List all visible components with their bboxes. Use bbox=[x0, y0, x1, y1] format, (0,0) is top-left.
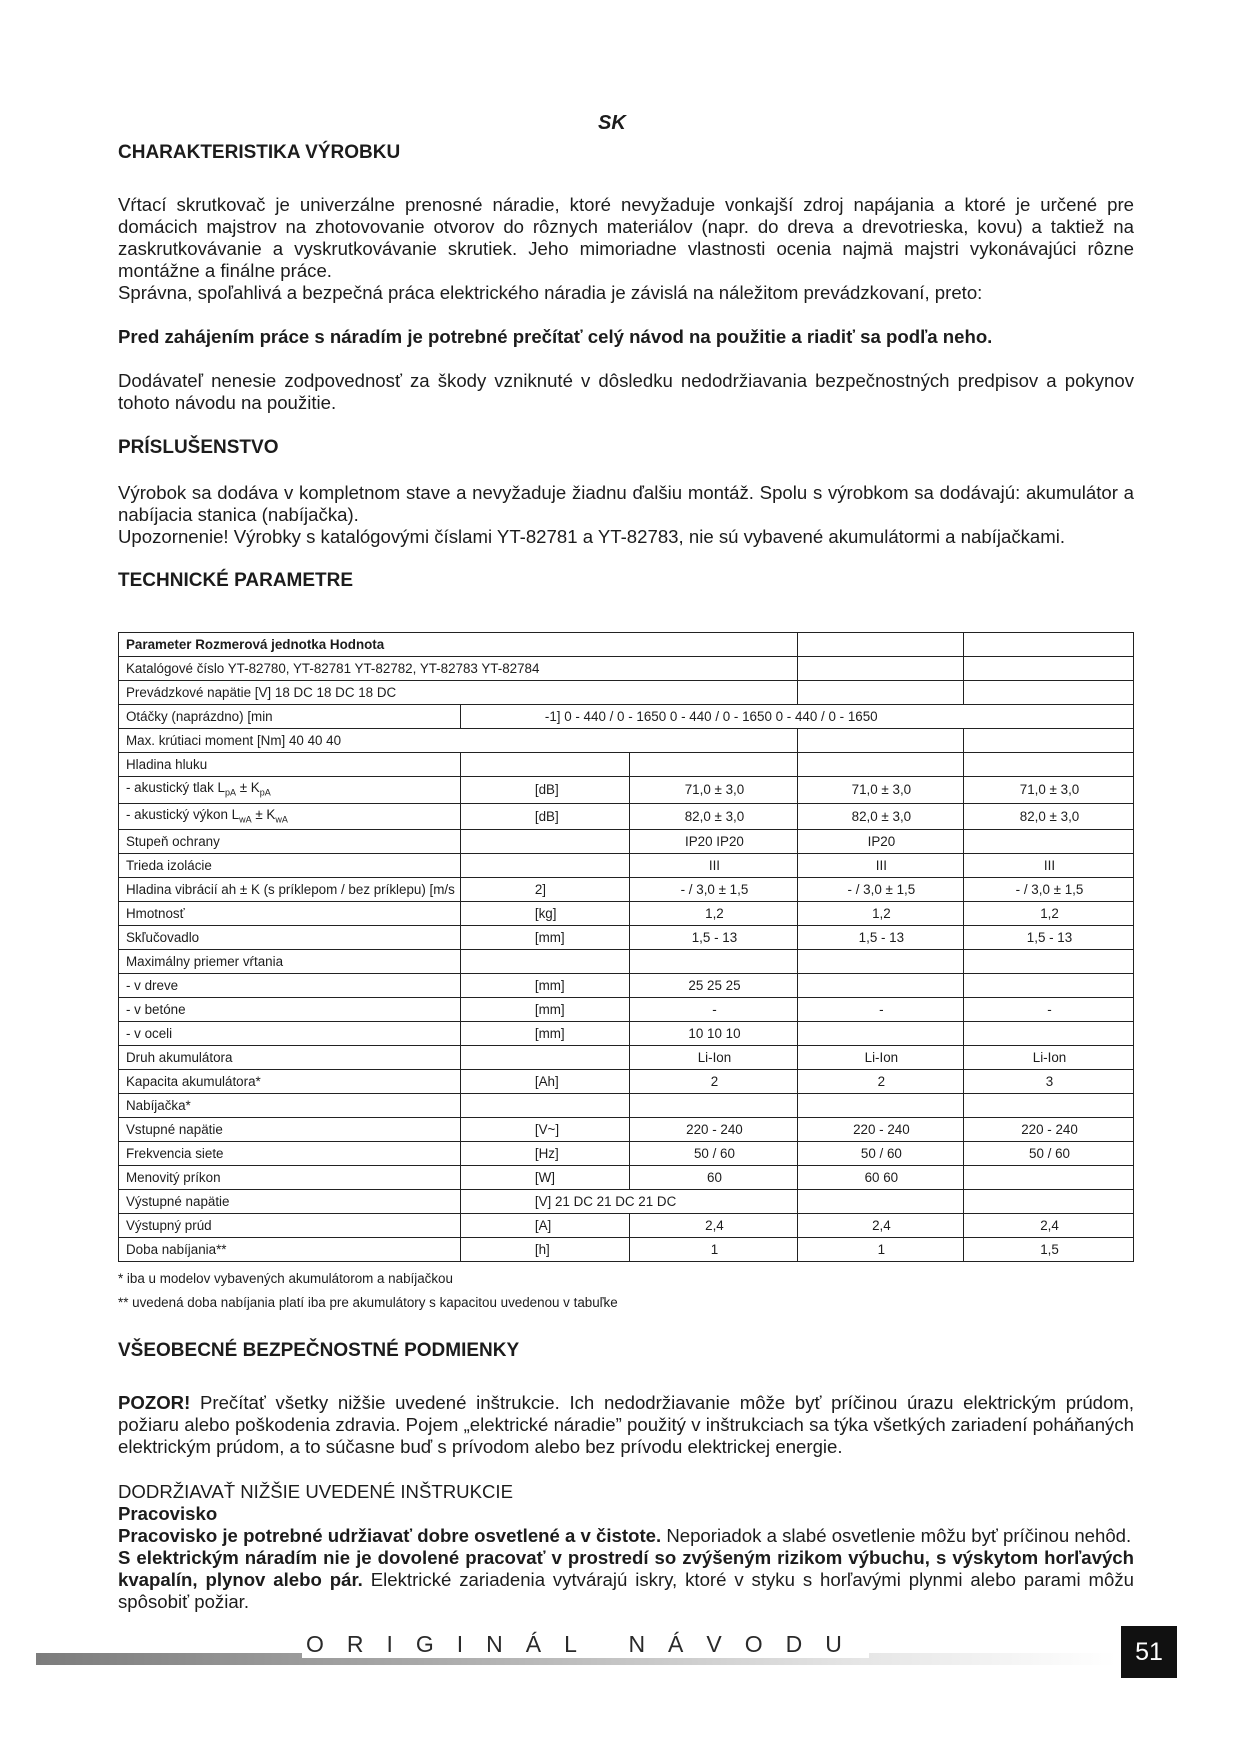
table-row bbox=[119, 878, 1134, 902]
tech-params-table bbox=[118, 632, 1134, 1262]
table-row-label: Skľučovadlo bbox=[119, 926, 461, 950]
table-cell bbox=[964, 830, 1134, 854]
table-row bbox=[119, 705, 1134, 729]
intro-section bbox=[118, 142, 1134, 592]
table-cell: IP20 bbox=[797, 830, 963, 854]
table-cell bbox=[797, 729, 963, 753]
section-title-tech-params: TECHNICKÉ PARAMETRE bbox=[118, 570, 354, 591]
table-cell: 50 / 60 bbox=[630, 1142, 798, 1166]
workplace-rule-1-bold: Pracovisko je potrebné udržiavať dobre osvetlené a v čistote. bbox=[118, 1525, 662, 1546]
label-part: - akustický tlak L bbox=[126, 780, 225, 795]
table-cell bbox=[964, 950, 1134, 974]
table-row bbox=[119, 1166, 1134, 1190]
table-cell: 82,0 ± 3,0 bbox=[797, 803, 963, 830]
language-code: SK bbox=[598, 112, 626, 134]
table-row-label: Druh akumulátora bbox=[119, 1046, 461, 1070]
table-row bbox=[119, 1238, 1134, 1262]
table-row bbox=[119, 1190, 1134, 1214]
intro-paragraph-1: Vŕtací skrutkovač je univerzálne prenosné náradie, ktoré nevyžaduje vonkajší zdroj napájania a ktoré je určené pre domácich majstrov na zhotovovanie otvorov do rôznych materiálov (napr. do dreva a drevotrieska, kovu) a taktiež na zaskrutkovávanie a vyskrutkovávanie skrutiek. Jeho mimoriadne vlastnosti ocenia najmä majstri vykonávajúci rôzne montážne a finálne práce. bbox=[118, 194, 1134, 281]
table-row-label: Nabíjačka* bbox=[119, 1094, 461, 1118]
table-cell bbox=[964, 681, 1134, 705]
intro-paragraph-bold: Pred zahájením práce s náradím je potrebné prečítať celý návod na použitie a riadiť sa podľa neho. bbox=[118, 326, 993, 347]
table-cell-unit: [kg] bbox=[460, 902, 629, 926]
table-row bbox=[119, 633, 1134, 657]
table-cell bbox=[964, 1094, 1134, 1118]
workplace-rule-1-text: Neporiadok a slabé osvetlenie môžu byť príčinou nehôd. bbox=[661, 1525, 1132, 1546]
table-cell-unit: [Ah] bbox=[460, 1070, 629, 1094]
label-part: - akustický výkon L bbox=[126, 806, 240, 822]
table-cell bbox=[630, 1094, 798, 1118]
table-row bbox=[119, 998, 1134, 1022]
table-cell bbox=[964, 1190, 1134, 1214]
page-number: 51 bbox=[1121, 1626, 1177, 1678]
table-cell: Li-Ion bbox=[630, 1046, 798, 1070]
table-row bbox=[119, 854, 1134, 878]
table-cell: III bbox=[964, 854, 1134, 878]
table-cell: Li-Ion bbox=[964, 1046, 1134, 1070]
table-cell-unit bbox=[460, 854, 629, 878]
table-cell-unit: [h] bbox=[460, 1238, 629, 1262]
table-row bbox=[119, 803, 1134, 830]
table-row bbox=[119, 1022, 1134, 1046]
table-cell-unit: 2] bbox=[460, 878, 629, 902]
label-part: ± K bbox=[236, 780, 260, 795]
table-cell-unit: [mm] bbox=[460, 974, 629, 998]
table-cell bbox=[964, 753, 1134, 777]
table-row-label: - v betóne bbox=[119, 998, 461, 1022]
table-cell: - bbox=[797, 998, 963, 1022]
table-row bbox=[119, 1094, 1134, 1118]
table-row-label: Menovitý príkon bbox=[119, 1166, 461, 1190]
table-row bbox=[119, 657, 1134, 681]
table-cell: 82,0 ± 3,0 bbox=[630, 803, 798, 830]
table-cell bbox=[630, 753, 798, 777]
table-cell bbox=[797, 1190, 963, 1214]
table-row-label: - v dreve bbox=[119, 974, 461, 998]
label-part: wA bbox=[275, 814, 288, 825]
table-cell-unit: [W] bbox=[460, 1166, 629, 1190]
observe-instructions: DODRŽIAVAŤ NIŽŠIE UVEDENÉ INŠTRUKCIE bbox=[118, 1481, 513, 1502]
workplace-rule-2-bold: S elektrickým náradím nie je dovolené pracovať v prostredí so zvýšeným rizikom výbuchu, s výskytom horľavých kvapalín, plynov alebo pár. bbox=[118, 1547, 1134, 1590]
table-cell: 1,5 - 13 bbox=[964, 926, 1134, 950]
table-cell bbox=[964, 1166, 1134, 1190]
table-cell: 60 60 bbox=[797, 1166, 963, 1190]
table-row bbox=[119, 1214, 1134, 1238]
table-cell: 2,4 bbox=[797, 1214, 963, 1238]
table-cell: - / 3,0 ± 1,5 bbox=[630, 878, 798, 902]
table-row bbox=[119, 1070, 1134, 1094]
table-cell: - bbox=[630, 998, 798, 1022]
table-cell bbox=[964, 974, 1134, 998]
table-cell: 1,2 bbox=[797, 902, 963, 926]
table-row bbox=[119, 1046, 1134, 1070]
table-cell: 1,2 bbox=[964, 902, 1134, 926]
table-row-label: Hladina vibrácií ah ± K (s príklepom / bez príklepu) [m/s bbox=[119, 878, 461, 902]
table-row-label: Doba nabíjania** bbox=[119, 1238, 461, 1262]
table-row-label: Hladina hluku bbox=[119, 753, 461, 777]
table-row bbox=[119, 830, 1134, 854]
table-cell: Výstupné napätie bbox=[119, 1190, 461, 1214]
table-cell bbox=[630, 950, 798, 974]
table-cell: 220 - 240 bbox=[797, 1118, 963, 1142]
table-row-label: Kapacita akumulátora* bbox=[119, 1070, 461, 1094]
table-cell bbox=[964, 633, 1134, 657]
table-row bbox=[119, 926, 1134, 950]
table-cell-merged: Parameter Rozmerová jednotka Hodnota bbox=[119, 633, 798, 657]
label-part: wA bbox=[239, 814, 252, 825]
table-row bbox=[119, 753, 1134, 777]
table-cell: 2 bbox=[630, 1070, 798, 1094]
table-cell: 50 / 60 bbox=[797, 1142, 963, 1166]
table-cell-merged: Katalógové číslo YT-82780, YT-82781 YT-82782, YT-82783 YT-82784 bbox=[119, 657, 798, 681]
table-row-label: Trieda izolácie bbox=[119, 854, 461, 878]
table-cell: III bbox=[797, 854, 963, 878]
table-row-label: Maximálny priemer vŕtania bbox=[119, 950, 461, 974]
table-row bbox=[119, 777, 1134, 804]
table-row-label: - v oceli bbox=[119, 1022, 461, 1046]
table-cell-unit: [Hz] bbox=[460, 1142, 629, 1166]
footer-title: ORIGINÁL NÁVODU bbox=[302, 1631, 869, 1658]
table-cell-merged: Max. krútiaci moment [Nm] 40 40 40 bbox=[119, 729, 798, 753]
table-cell-unit: [dB] bbox=[460, 803, 629, 830]
table-cell: - / 3,0 ± 1,5 bbox=[797, 878, 963, 902]
table-cell: 220 - 240 bbox=[630, 1118, 798, 1142]
table-cell: IP20 IP20 bbox=[630, 830, 798, 854]
table-cell-unit: [A] bbox=[460, 1214, 629, 1238]
label-part: ± K bbox=[251, 806, 276, 822]
table-cell-unit: [mm] bbox=[460, 998, 629, 1022]
table-cell-unit bbox=[460, 950, 629, 974]
table-cell: 60 bbox=[630, 1166, 798, 1190]
table-cell: 82,0 ± 3,0 bbox=[964, 803, 1134, 830]
table-cell-unit: [dB] bbox=[460, 777, 629, 804]
table-cell: 3 bbox=[964, 1070, 1134, 1094]
table-cell-unit bbox=[460, 1094, 629, 1118]
table-cell-merged: Prevádzkové napätie [V] 18 DC 18 DC 18 DC bbox=[119, 681, 798, 705]
accessories-paragraph-2: Upozornenie! Výrobky s katalógovými číslami YT-82781 a YT-82783, nie sú vybavené akumulátormi a nabíjačkami. bbox=[118, 526, 1066, 547]
table-cell bbox=[797, 974, 963, 998]
table-cell: 1,5 bbox=[964, 1238, 1134, 1262]
table-cell: III bbox=[630, 854, 798, 878]
table-cell bbox=[797, 1094, 963, 1118]
table-notes bbox=[118, 1267, 618, 1315]
table-cell: 2,4 bbox=[630, 1214, 798, 1238]
table-cell bbox=[797, 1022, 963, 1046]
workplace-title: Pracovisko bbox=[118, 1503, 218, 1524]
table-cell: Li-Ion bbox=[797, 1046, 963, 1070]
table-row-label bbox=[119, 777, 461, 804]
table-cell: 220 - 240 bbox=[964, 1118, 1134, 1142]
table-cell-unit bbox=[460, 830, 629, 854]
table-cell: 10 10 10 bbox=[630, 1022, 798, 1046]
label-part: pA bbox=[259, 787, 271, 798]
table-cell: 25 25 25 bbox=[630, 974, 798, 998]
table-row bbox=[119, 1142, 1134, 1166]
table-cell bbox=[964, 657, 1134, 681]
table-cell: 71,0 ± 3,0 bbox=[797, 777, 963, 804]
table-row bbox=[119, 729, 1134, 753]
table-cell-merged: -1] 0 - 440 / 0 - 1650 0 - 440 / 0 - 1650 0 - 440 / 0 - 1650 bbox=[460, 705, 1133, 729]
label-part: pA bbox=[224, 787, 236, 798]
table-cell: 1,2 bbox=[630, 902, 798, 926]
intro-paragraph-2: Správna, spoľahlivá a bezpečná práca elektrického náradia je závislá na náležitom prevádzkovaní, preto: bbox=[118, 282, 983, 303]
table-cell bbox=[797, 633, 963, 657]
table-cell-unit: [mm] bbox=[460, 926, 629, 950]
section-title-characteristics: CHARAKTERISTIKA VÝROBKU bbox=[118, 142, 401, 163]
table-cell: 71,0 ± 3,0 bbox=[630, 777, 798, 804]
table-cell-unit: [mm] bbox=[460, 1022, 629, 1046]
table-cell-unit bbox=[460, 1046, 629, 1070]
table-row-label: Frekvencia siete bbox=[119, 1142, 461, 1166]
table-cell: 2 bbox=[797, 1070, 963, 1094]
table-cell: - bbox=[964, 998, 1134, 1022]
table-note-2: ** uvedená doba nabíjania platí iba pre akumulátory s kapacitou uvedenou v tabuľke bbox=[118, 1295, 618, 1310]
accessories-paragraph-1: Výrobok sa dodáva v kompletnom stave a nevyžaduje žiadnu ďalšiu montáž. Spolu s výrobkom sa dodávajú: akumulátor a nabíjacia stanica (nabíjačka). bbox=[118, 482, 1134, 525]
table-cell bbox=[964, 729, 1134, 753]
table-row bbox=[119, 974, 1134, 998]
table-cell bbox=[964, 1022, 1134, 1046]
warning-text: Prečítať všetky nižšie uvedené inštrukcie. Ich nedodržiavanie môže byť príčinou úrazu elektrickým prúdom, požiaru alebo poškodenia zdravia. Pojem „elektrické náradie” použitý v inštrukciach sa týka všetkých zariadení poháňaných elektrickým prúdom, a to súčasne buď s prívodom alebo bez prívodu elektrickej energie. bbox=[118, 1392, 1134, 1457]
table-cell bbox=[797, 753, 963, 777]
table-cell bbox=[797, 657, 963, 681]
table-row-label: Vstupné napätie bbox=[119, 1118, 461, 1142]
section-title-safety: VŠEOBECNÉ BEZPEČNOSTNÉ PODMIENKY bbox=[118, 1340, 520, 1361]
table-cell: 71,0 ± 3,0 bbox=[964, 777, 1134, 804]
table-row-label: Stupeň ochrany bbox=[119, 830, 461, 854]
table-cell: 50 / 60 bbox=[964, 1142, 1134, 1166]
table-cell: 1 bbox=[797, 1238, 963, 1262]
table-row bbox=[119, 1118, 1134, 1142]
table-note-1: * iba u modelov vybavených akumulátorom a nabíjačkou bbox=[118, 1271, 453, 1286]
table-cell: Otáčky (naprázdno) [min bbox=[119, 705, 461, 729]
intro-paragraph-liability: Dodávateľ nenesie zodpovednosť za škody vzniknuté v dôsledku nedodržiavania bezpečnostných predpisov a pokynov tohoto návodu na použitie. bbox=[118, 370, 1134, 413]
table-cell-merged: [V] 21 DC 21 DC 21 DC bbox=[460, 1190, 797, 1214]
table-row bbox=[119, 681, 1134, 705]
table-cell-unit bbox=[460, 753, 629, 777]
table-row bbox=[119, 902, 1134, 926]
table-cell-unit: [V~] bbox=[460, 1118, 629, 1142]
table-cell bbox=[797, 681, 963, 705]
warning-label: POZOR! bbox=[118, 1392, 191, 1413]
table-cell: - / 3,0 ± 1,5 bbox=[964, 878, 1134, 902]
table-cell: 1 bbox=[630, 1238, 798, 1262]
table-row-label bbox=[119, 803, 461, 830]
workplace-rule-2-text: Elektrické zariadenia vytvárajú iskry, ktoré v styku s horľavými plynmi alebo parami môžu spôsobiť požiar. bbox=[118, 1569, 1135, 1612]
section-title-accessories: PRÍSLUŠENSTVO bbox=[118, 437, 279, 458]
table-cell: 1,5 - 13 bbox=[797, 926, 963, 950]
table-cell bbox=[797, 950, 963, 974]
table-cell: 1,5 - 13 bbox=[630, 926, 798, 950]
table-row bbox=[119, 950, 1134, 974]
table-row-label: Výstupný prúd bbox=[119, 1214, 461, 1238]
table-cell: 2,4 bbox=[964, 1214, 1134, 1238]
safety-section bbox=[118, 1340, 1134, 1613]
table-row-label: Hmotnosť bbox=[119, 902, 461, 926]
